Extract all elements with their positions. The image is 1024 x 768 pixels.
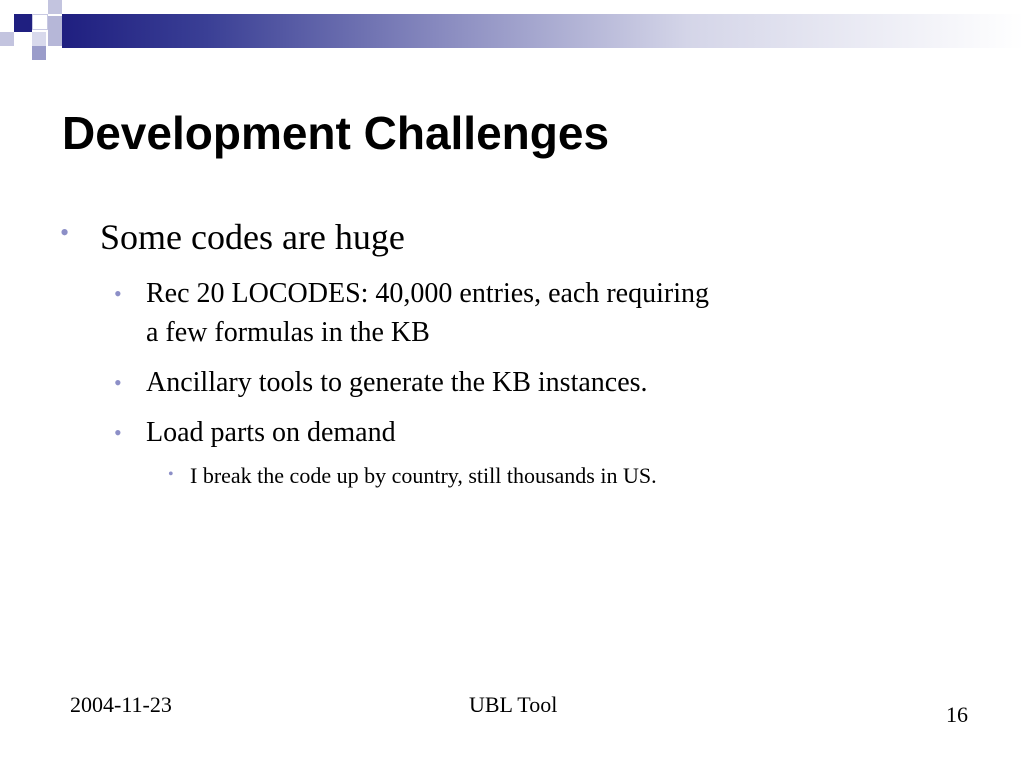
decorative-square	[32, 32, 46, 46]
bullet-icon: •	[168, 466, 174, 483]
decorative-square	[32, 46, 46, 60]
bullet-level2-text-continued: a few formulas in the KB	[146, 317, 430, 348]
bullet-level2-text: Rec 20 LOCODES: 40,000 entries, each requiring	[146, 278, 709, 309]
bullet-icon: •	[114, 281, 122, 306]
decorative-square	[48, 16, 62, 46]
bullet-level2-text: Ancillary tools to generate the KB instances.	[146, 367, 648, 398]
slide-number: 16	[946, 702, 968, 727]
slide-title: Development Challenges	[62, 107, 610, 159]
decorative-square	[48, 0, 62, 14]
decorative-square	[0, 32, 14, 46]
bullet-level1-text: Some codes are huge	[100, 217, 405, 257]
footer-date: 2004-11-23	[70, 692, 172, 717]
decorative-square	[14, 14, 32, 32]
bullet-icon: •	[114, 370, 122, 395]
decorative-square	[32, 14, 48, 30]
bullet-icon: •	[60, 218, 70, 247]
bullet-icon: •	[114, 420, 122, 445]
bullet-level3-text: I break the code up by country, still thousands in US.	[190, 463, 657, 488]
footer-title: UBL Tool	[469, 692, 558, 717]
bullet-level2-text: Load parts on demand	[146, 417, 396, 448]
header-gradient-bar	[62, 14, 1024, 48]
